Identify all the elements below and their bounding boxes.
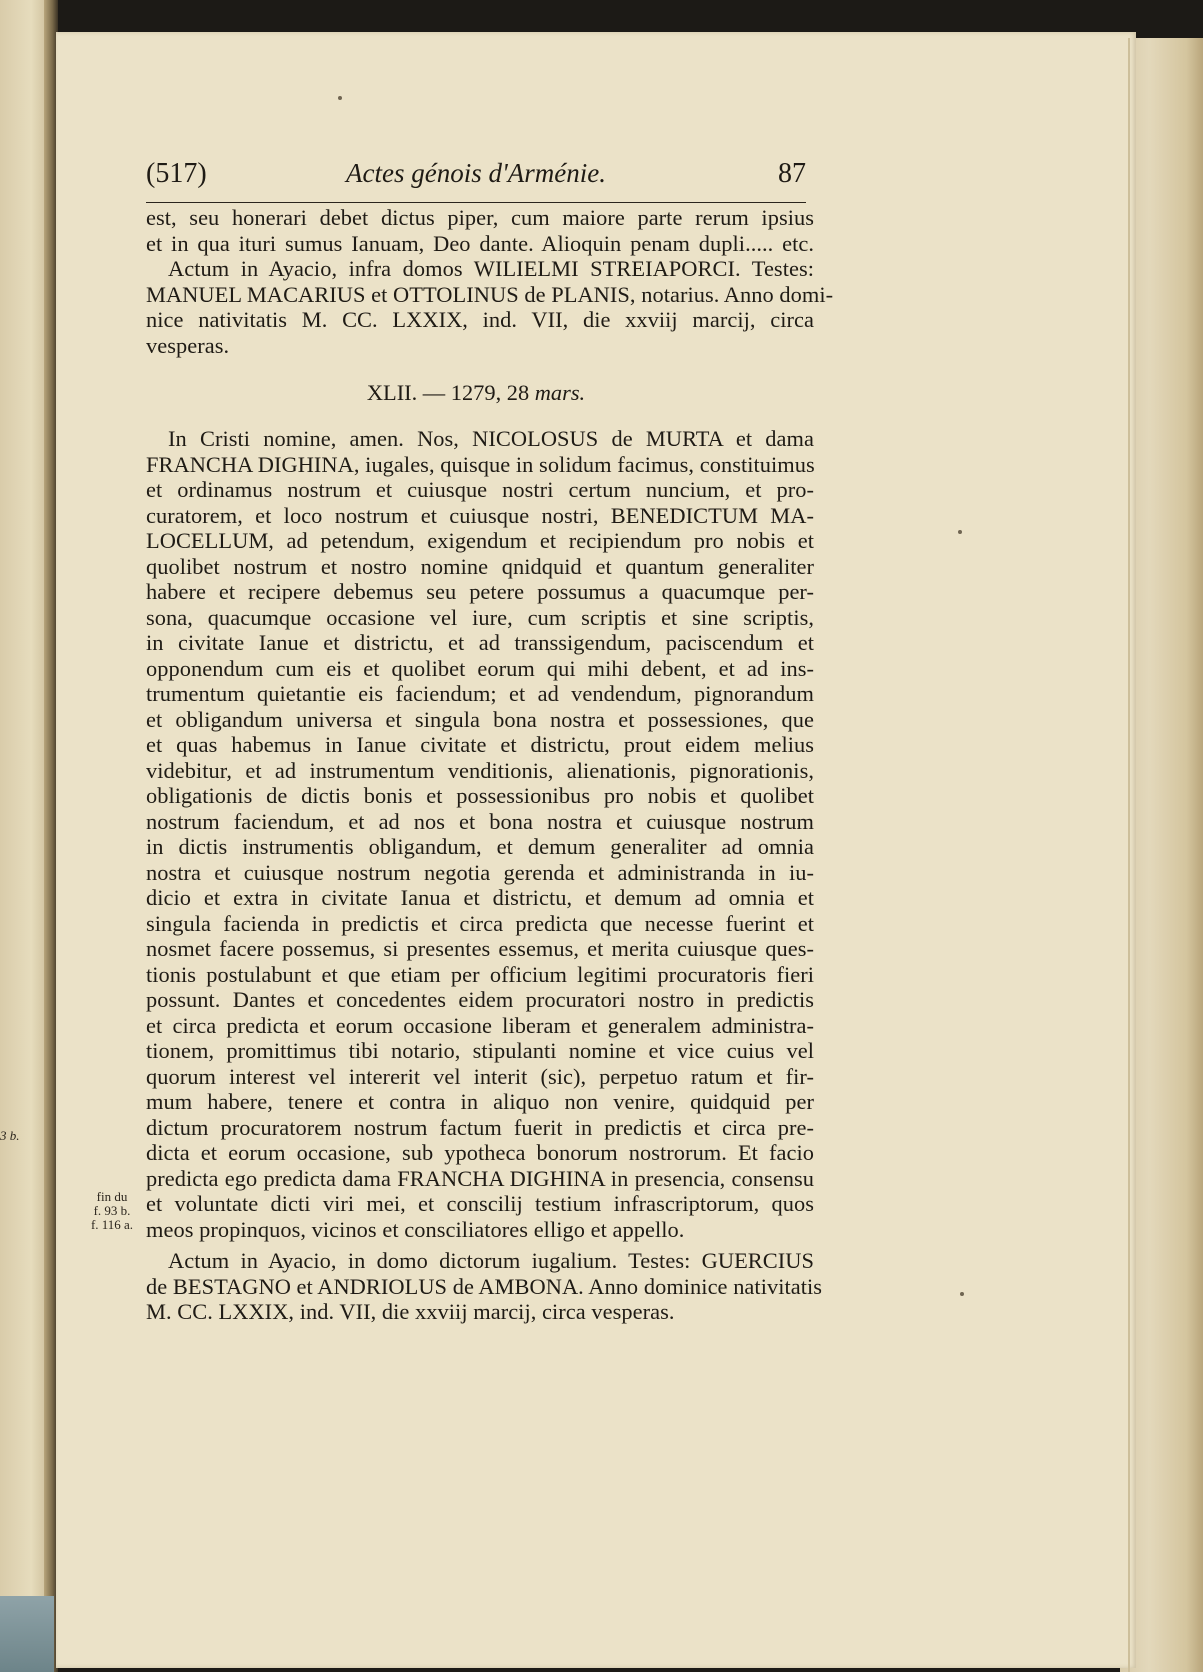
text-line: curatorem, et loco nostrum et cuiusque nostri, BENEDICTUM MA- xyxy=(146,502,814,528)
text-line: et circa predicta et eorum occasione liberam et generalem administra- xyxy=(146,1012,814,1038)
paper-speck xyxy=(338,96,342,100)
margin-note-line: fin du xyxy=(96,1189,128,1204)
margin-note-line: f. 116 a. xyxy=(90,1217,134,1232)
text-line: et quas habemus in Ianue civitate et districtu, prout eidem melius xyxy=(146,732,814,757)
text-line: et voluntate dicti viri mei, et conscilij testium infrascriptorum, quos xyxy=(146,1191,814,1216)
paper-speck xyxy=(960,1292,964,1296)
text-line: dicio et extra in civitate Ianua et districtu, et demum ad omnia et xyxy=(146,885,814,910)
header-rule xyxy=(146,202,806,203)
running-head xyxy=(146,158,806,198)
text-line: de BESTAGNO et ANDRIOLUS de AMBONA. Anno dominice nativitatis xyxy=(146,1273,823,1299)
text-line: nosmet facere possemus, si presentes essemus, et merita cuiusque ques- xyxy=(146,936,814,961)
margin-note xyxy=(80,1190,144,1232)
text-line: dicta et eorum occasione, sub ypotheca bonorum nostrorum. Et facio xyxy=(146,1140,814,1165)
paragraph-block-1 xyxy=(146,205,834,358)
text-line: M. CC. LXXIX, ind. VII, die xxviij marcij, circa vesperas. xyxy=(146,1299,675,1324)
text-line: videbitur, et ad instrumentum venditionis, alienationis, pignorationis, xyxy=(146,757,814,783)
text-line: nostrum faciendum, et ad nos et bona nostra et cuiusque nostrum xyxy=(146,808,814,834)
text-line: nostra et cuiusque nostrum negotia gerenda et administranda in iu- xyxy=(146,859,814,885)
page-edge-line xyxy=(1128,38,1130,1672)
text-line: possunt. Dantes et concedentes eidem procuratori nostro in predictis xyxy=(146,987,814,1012)
text-line: mum habere, tenere et contra in aliquo non venire, quidquid per xyxy=(146,1089,814,1114)
text-line: in dictis instrumentis obligandum, et demum generaliter ad omnia xyxy=(146,834,814,859)
text-line: MANUEL MACARIUS et OTTOLINUS de PLANIS, notarius. Anno domi- xyxy=(146,281,834,307)
text-line: dictum procuratorem nostrum factum fuerit in predictis et circa pre- xyxy=(146,1114,814,1140)
text-line: et in qua ituri sumus Ianuam, Deo dante. Alioquin penam dupli..... etc. xyxy=(146,230,814,256)
text-line: quorum interest vel intererit vel interit (sic), perpetuo ratum et fir- xyxy=(146,1063,814,1089)
text-line: vesperas. xyxy=(146,332,230,358)
paper-speck xyxy=(958,530,962,534)
text-line: Actum in Ayacio, in domo dictorum iugalium. Testes: GUERCIUS xyxy=(168,1248,814,1273)
text-line: tionem, promittimus tibi notario, stipulanti nomine et vice cuius vel xyxy=(146,1038,814,1063)
heading-number: XLII. — 1279, 28 xyxy=(366,380,530,405)
document-heading xyxy=(146,380,806,406)
heading-month: mars. xyxy=(534,380,586,405)
page-number: 87 xyxy=(778,158,806,189)
text-line: et obligandum universa et singula bona nostra et possessiones, que xyxy=(146,706,814,732)
margin-note-line: f. 93 b. xyxy=(93,1203,131,1218)
text-line: est, seu honerari debet dictus piper, cum maiore parte rerum ipsius xyxy=(146,205,814,230)
text-line: trumentum quietantie eis faciendum; et ad vendendum, pignorandum xyxy=(146,681,814,706)
text-line: obligationis de dictis bonis et possessionibus pro nobis et quolibet xyxy=(146,783,814,808)
text-line: in civitate Ianue et districtu, et ad transsigendum, paciscendum et xyxy=(146,630,814,655)
text-line: sona, quacumque occasione vel iure, cum scriptis et sine scriptis, xyxy=(146,604,814,630)
text-line: habere et recipere debemus seu petere possumus a quacumque per- xyxy=(146,579,814,604)
text-line: opponendum cum eis et quolibet eorum qui mihi debent, et ad ins- xyxy=(146,655,814,681)
running-head-left: (517) xyxy=(146,158,207,189)
text-line: singula facienda in predictis et circa predicta que necesse fuerint et xyxy=(146,910,814,936)
text-line: LOCELLUM, ad petendum, exigendum et recipiendum pro nobis et xyxy=(146,528,814,553)
left-margin-mark: 3 b. xyxy=(0,1128,20,1143)
paragraph-block-2 xyxy=(146,426,814,1242)
binding-tab xyxy=(0,1596,54,1672)
text-line: predicta ego predicta dama FRANCHA DIGHINA in presencia, consensu xyxy=(146,1165,814,1191)
running-head-title: Actes génois d'Arménie. xyxy=(346,158,606,188)
text-line: meos propinquos, vicinos et consciliatores elligo et appello. xyxy=(146,1216,685,1242)
text-line: quolibet nostrum et nostro nomine qnidquid et quantum generaliter xyxy=(146,553,814,579)
text-line: FRANCHA DIGHINA, iugales, quisque in solidum facimus, constituimus xyxy=(146,451,815,477)
paragraph-block-3 xyxy=(146,1248,823,1325)
text-line: tionis postulabunt et que etiam per officium legitimi procuratoris fieri xyxy=(146,961,814,987)
text-line: nice nativitatis M. CC. LXXIX, ind. VII, die xxviij marcij, circa xyxy=(146,307,814,332)
text-line: Actum in Ayacio, infra domos WILIELMI STREIAPORCI. Testes: xyxy=(168,256,814,281)
text-line: In Cristi nomine, amen. Nos, NICOLOSUS de MURTA et dama xyxy=(168,426,814,451)
text-line: et ordinamus nostrum et cuiusque nostri certum nuncium, et pro- xyxy=(146,477,814,502)
